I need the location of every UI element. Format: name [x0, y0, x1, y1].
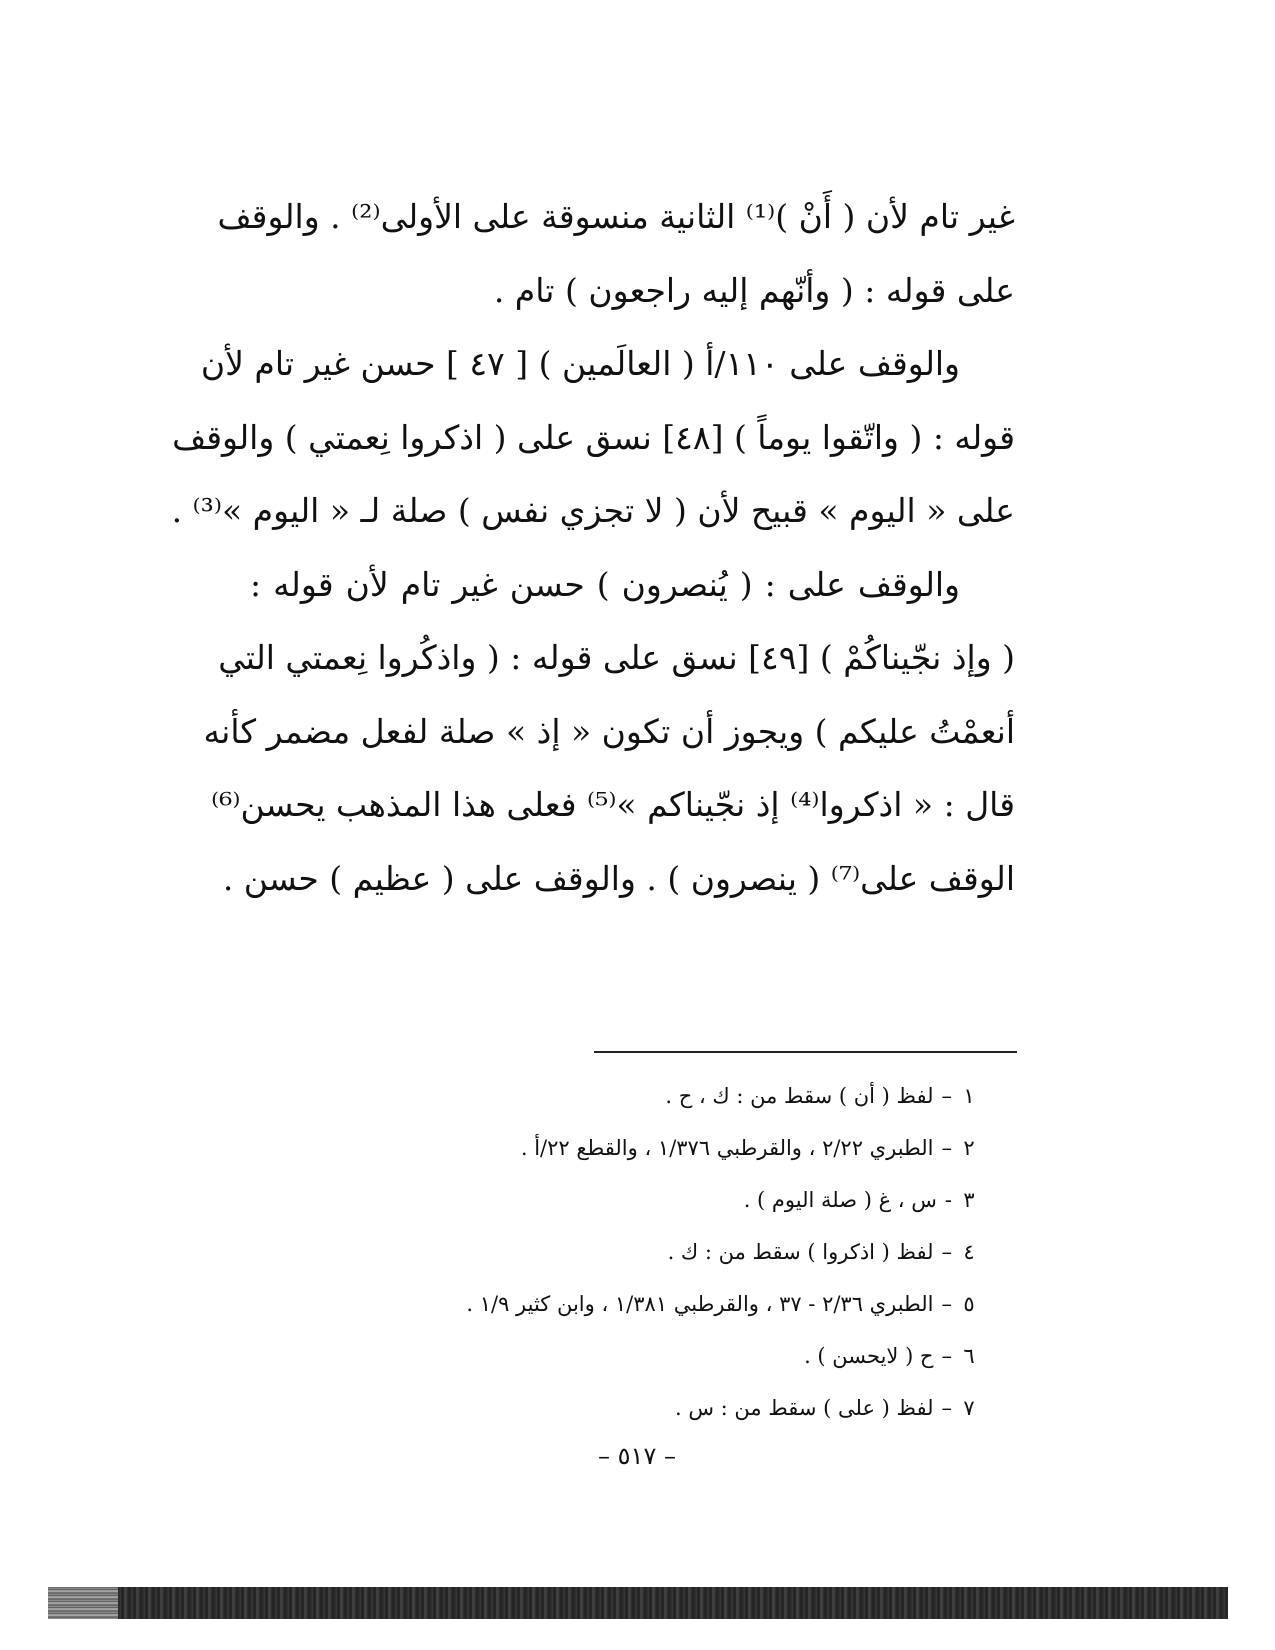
footnote-dash: –	[941, 1136, 952, 1160]
footnote-dash: –	[941, 1240, 952, 1264]
footnote-number: ٦	[963, 1344, 975, 1368]
footnote-item	[250, 1174, 978, 1226]
footnote-item	[250, 1278, 978, 1330]
text-line: قال : « اذكروا⁽⁴⁾ إذ نجّيناكم »⁽⁵⁾ فعلى هذا المذهب يحسن⁽⁶⁾	[211, 785, 1015, 824]
footnote-text: الطبري ٢/٢٢ ، والقرطبي ١/٣٧٦ ، والقطع ٢٢/أ .	[520, 1136, 934, 1160]
main-text	[171, 180, 1015, 915]
footnote-text: س ، غ ( صلة اليوم ) .	[743, 1188, 937, 1212]
footnote-item	[250, 1226, 978, 1278]
footnote-number: ١	[963, 1084, 975, 1108]
footnote-text: لفظ ( على ) سقط من : س .	[674, 1396, 934, 1420]
text-line: غير تام لأن ( أَنْ )⁽¹⁾ الثانية منسوقة على الأولى⁽²⁾ . والوقف	[217, 197, 1015, 236]
footnote-dash: –	[941, 1396, 952, 1420]
footnote-item	[250, 1122, 978, 1174]
text-line: الوقف على⁽⁷⁾ ( ينصرون ) . والوقف على ( عظيم ) حسن .	[222, 858, 1015, 898]
footnote-number: ٤	[963, 1240, 975, 1264]
footnote-item	[250, 1070, 978, 1122]
footnotes	[250, 1070, 978, 1434]
footnote-item	[250, 1330, 978, 1382]
text-line: والوقف على ١١٠/أ ( العالَمين ) [ ٤٧ ] حسن غير تام لأن	[200, 344, 960, 383]
footnote-text: ح ( لايحسن ) .	[804, 1344, 934, 1368]
page-number: – ٥١٧ –	[598, 1442, 676, 1470]
text-line: قوله : ( واتّقوا يوماً ) [٤٨] نسق على ( اذكروا نِعمتي ) والوقف	[172, 417, 1015, 457]
footnote-dash: –	[941, 1344, 952, 1368]
text-line: على « اليوم » قبيح لأن ( لا تجزي نفس ) صلة لـ « اليوم »⁽³⁾ .	[171, 491, 1015, 530]
footnote-number: ٥	[963, 1292, 975, 1316]
text-line: والوقف على : ( يُنصرون ) حسن غير تام لأن قوله :	[250, 564, 960, 604]
footnote-number: ٢	[963, 1136, 975, 1160]
footnote-dash: -	[944, 1188, 952, 1212]
footnote-item	[250, 1382, 978, 1434]
scan-edge-noise	[48, 1587, 118, 1619]
footnote-number: ٣	[963, 1188, 975, 1212]
footnote-dash: –	[941, 1292, 952, 1316]
footnote-text: لفظ ( أن ) سقط من : ك ، ح .	[665, 1084, 934, 1108]
text-line: على قوله : ( وأنّهم إليه راجعون ) تام .	[493, 270, 1015, 310]
text-line: ( وإذ نجّيناكُمْ ) [٤٩] نسق على قوله : ( واذكُروا نِعمتي التي	[218, 638, 1015, 677]
footnote-text: لفظ ( اذكروا ) سقط من : ك .	[667, 1240, 934, 1264]
footnote-dash: –	[941, 1084, 952, 1108]
text-line: أنعمْتُ عليكم ) ويجوز أن تكون « إذ » صلة لفعل مضمر كأنه	[203, 711, 1015, 751]
scan-edge-bar	[48, 1587, 1228, 1619]
footnote-text: الطبري ٢/٣٦ - ٣٧ ، والقرطبي ١/٣٨١ ، وابن كثير ١/٩ .	[466, 1292, 934, 1316]
footnote-number: ٧	[963, 1396, 975, 1420]
footnote-separator	[594, 1051, 1017, 1053]
